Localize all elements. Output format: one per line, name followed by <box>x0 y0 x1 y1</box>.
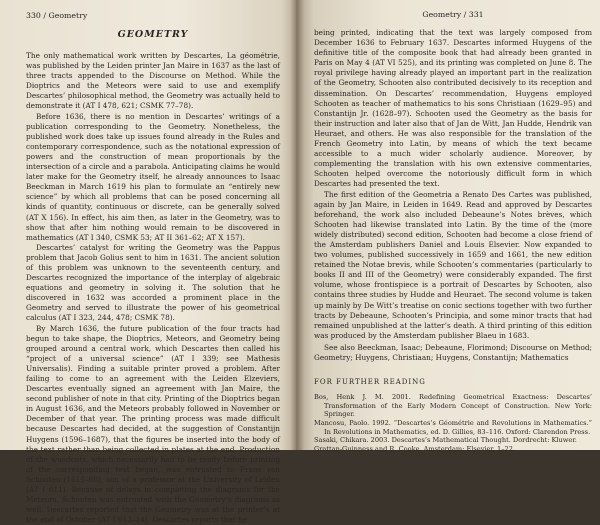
right-running-head: Geometry / 331 <box>422 10 484 19</box>
book-gutter <box>290 0 304 450</box>
left-page-number: 330 <box>26 11 41 20</box>
right-running-title: Geometry <box>422 10 462 19</box>
reference-item: Bos, Henk J. M. 2001. Redefining Geometrical Exactness: Descartes’ Transformation of the Early Modern Concept of Construction. New York: Springer. <box>314 393 592 419</box>
left-paragraph-1: The only mathematical work written by Descartes, La géométrie, was published by the Leiden printer Jan Maire in 1637 as the last of three tracts appended to the Discourse on Method. While the Dioptrics and the Meteors were said to use and exemplify Descartes’ philosophical method, the Geometry was actually held to demonstrate it (AT I 478, 621; CSMK 77–78). <box>26 51 280 111</box>
right-paragraph-2: The first edition of the Geometria a Renato Des Cartes was published, again by Jan Maire, in Leiden in 1649. Read and approved by Descartes beforehand, the work also included Debeaune’s Notes brèves, which Schooten had likewise translated into Latin. By the time of the (more widely distributed) second edition, Schooten had become a close friend of the Amsterdam publishers Daniel and Louis Elsevier. Now expanded to two volumes, published successively in 1659 and 1661, the new edition retained the Notae brevis, while Schooten’s commentaries (particularly to books II and III of the Geometry) were considerably expanded. The first volume, whose frontispiece is a portrait of Descartes by Schooten, also contains three studies by Hudde and Heuraet. The second volume is taken up mainly by De Witt’s treatise on conic sections together with two further tracts by Debeaune, Schooten’s Principia, and some minor tracts that had remained unpublished at the latter’s death. A third printing of this edition was produced by the Amsterdam publisher Blaeu in 1683. <box>314 189 592 340</box>
right-page-number: 331 <box>468 10 484 19</box>
reference-item: Sasaki, Chikara. 2003. Descartes’s Mathematical Thought. Dordrecht: Kluwer. <box>314 436 577 445</box>
reference-item: Mancosu, Paolo. 1992. “Descartes’s Géométrie and Revolutions in Mathematics.” In Revolutions in Mathematics, ed. D. Gillies, 83–116. Oxford: Clarendon Press. <box>314 418 592 436</box>
right-page-content <box>314 9 592 453</box>
right-paragraph-1: being printed, indicating that the text was largely composed from December 1636 to February 1637. Descartes informed Huygens of the definitive title of the composite book that had already been granted in Paris on May 4 (AT VI 525), and its printing was completed on June 8. The royal privilege having already played an important part in the realization of the Geometry, Schooten also contributed decisively to its reception and dissemination. On Descartes’ recommendation, Huygens employed Schooten as teacher of mathematics to his sons Christiaan (1629–95) and Constantijn Jr. (1628–97). Schooten used the Geometry as the basis for their instruction and later also that of Jan de Witt, Jan Hudde, Hendrik van Heuraet, and others. He was also responsible for the translation of the French Geometry into Latin, by means of which the text became accessible to a much wider scholarly audience. Moreover, by complementing the translation with his own extensive commentaries, Schooten helped overcome the notoriously difficult form in which Descartes had presented the text. <box>314 28 592 189</box>
left-page-content <box>26 10 280 525</box>
see-also: See also Beeckman, Isaac; Debeaune, Florimond; Discourse on Method; Geometry; Huygens, Christiaan; Huygens, Constantijn; Mathematics <box>314 342 592 362</box>
left-page <box>0 0 296 525</box>
left-paragraph-4: By March 1636, the future publication of the four tracts had begun to take shape, the Dioptrics, Meteors, and Geometry being grouped around a central work, which Descartes then called his “project of a universal science” (AT I 339; see Mathesis Universalis). Finding a suitable printer proved a problem. After failing to come to an agreement with the Leiden Elzeviers, Descartes eventually signed an agreement with Jan Maire, the second publisher of note in that city. Printing of the Dioptrics began in August 1636, and the Meteors probably followed in November or December of that year. The printing process was made difficult because Descartes had decided, at the suggestion of Constantijn Huygens (1596–1687), that the figures be inserted into the body of the text rather than being collected in plates at the end. Production of the woodcuts, which necessarily had to be ready before printing of the corresponding text began, was entrusted to Frans van Schooten (1615–60), son of a professor at the University of Leiden (AT I 611). Because of delays in completing the diagrams for the Meteors, Schooten was entrusted with the Geometry’s diagrams as well. Descartes reported that the Geometry was at the printer’s at the end of October (AT I 613–14). Descartes reports that he <box>26 323 280 525</box>
reference-item: Grattan-Guinness and R. Cooke. Amsterdam: Elsevier, 1–22. <box>314 444 516 453</box>
left-running-head: 330 / Geometry <box>26 11 88 20</box>
further-reading-heading: FOR FURTHER READING <box>314 378 426 387</box>
left-running-title: Geometry <box>48 11 88 20</box>
right-page <box>296 0 600 453</box>
left-paragraph-2: Before 1636, there is no mention in Descartes’ writings of a publication corresponding to the Geometry. Nonetheless, the published work does take up issues found already in the Rules and contemporary correspondence, such as the notational expression of powers and the construction of mean proportionals by the intersection of a circle and a parabola. Anticipating claims he would later make for the Geometry itself, he already announces to Isaac Beeckman in March 1619 his plan to formulate an “entirely new science” by which all problems that can be posed concerning all kinds of quantity, continuous or discrete, can be generally solved (AT X 156). In effect, his aim then, as later in the Geometry, was to show that after him nothing would remain to be discovered in mathematics (AT I 340, CSMK 53; AT II 361–62; AT X 157). <box>26 111 280 242</box>
entry-title: GEOMETRY <box>117 29 189 40</box>
left-paragraph-3: Descartes’ catalyst for writing the Geometry was the Pappus problem that Jacob Golius sent to him in 1631. The ancient solution of this problem was unknown to the seventeenth century, and Descartes recognized the importance of the interplay of algebraic equations and geometry in solving it. The solution that he discovered in 1632 was accorded a prominent place in the Geometry and served to illustrate the power of his geometrical calculus (AT I 323, 244, 478; CSMK 78). <box>26 242 280 323</box>
